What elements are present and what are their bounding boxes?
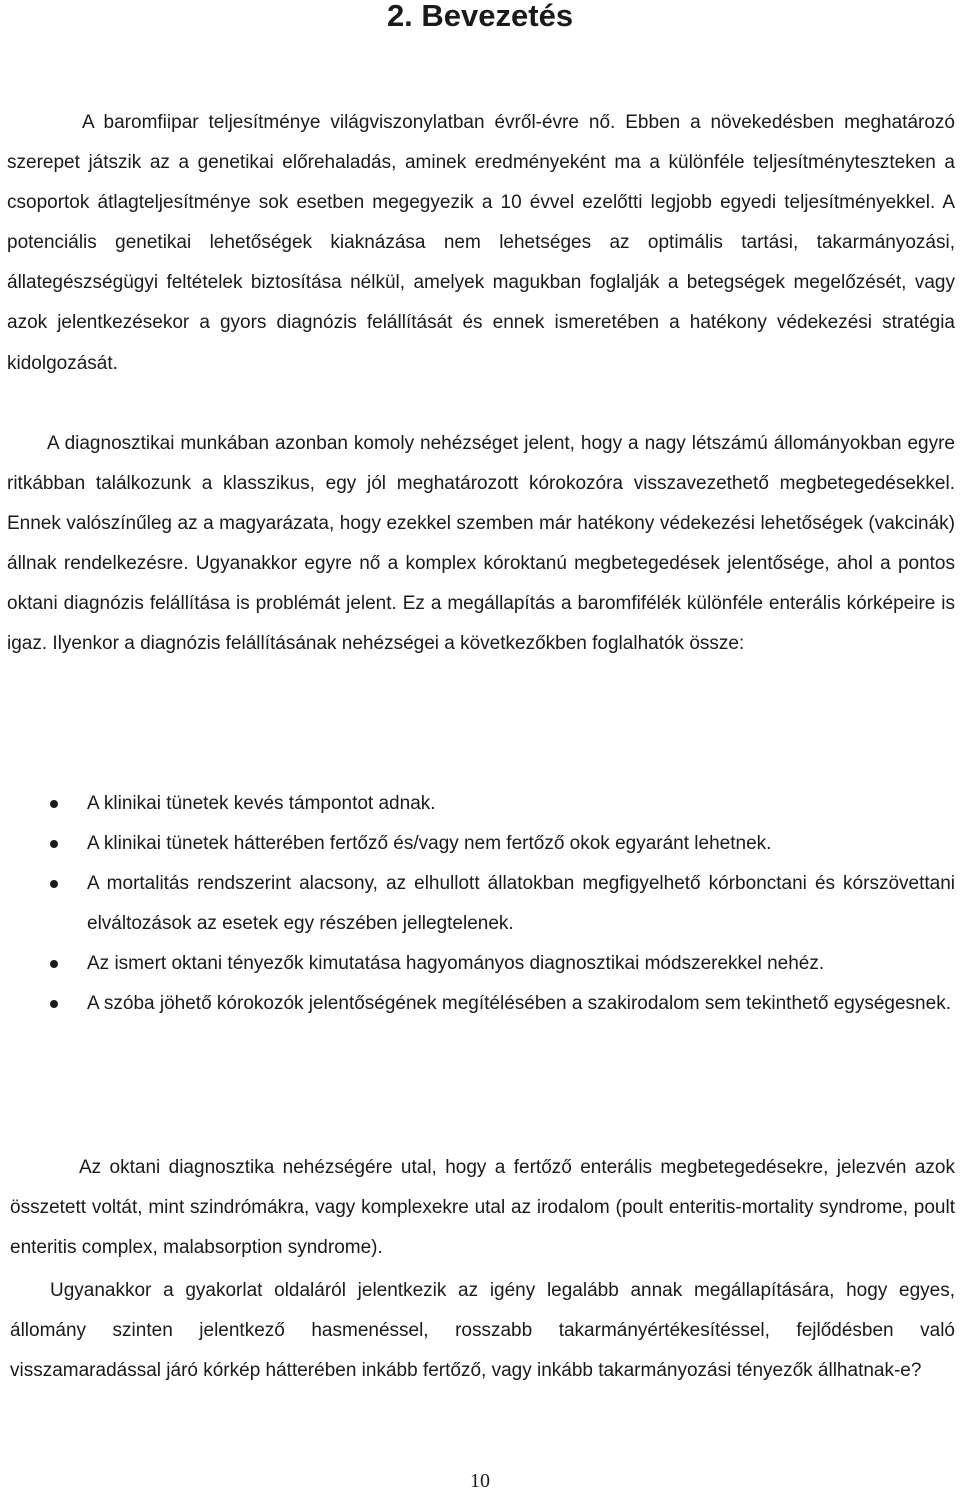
list-item-text: A mortalitás rendszerint alacsony, az elhullott állatokban megfigyelhető kórbonctani és kórszövettani elváltozások az esetek egy részében jellegtelenek. <box>87 873 955 935</box>
bullet-icon <box>50 880 58 888</box>
list-item-text: A klinikai tünetek hátterében fertőző és/vagy nem fertőző okok egyaránt lehetnek. <box>87 833 772 855</box>
paragraph-intro: A baromfiipar teljesítménye világviszonylatban évről-évre nő. Ebben a növekedésben meghatározó szerepet játszik az a genetikai előrehaladás, aminek eredményeként ma a különféle teljesítményteszteken a csoportok átlagteljesítménye sok esetben megegyezik a 10 évvel ezelőtti legjobb egyedi teljesítményekkel. A potenciális genetikai lehetőségek kiaknázása nem lehetséges az optimális tartási, takarmányozási, állategészségügyi feltételek biztosítása nélkül, amelyek magukban foglalják a betegségek megelőzését, vagy azok jelentkezésekor a gyors diagnózis felállítását és ennek ismeretében a hatékony védekezési stratégia kidolgozását. <box>7 112 955 374</box>
list-item <box>0 864 955 944</box>
bullet-icon <box>50 840 58 848</box>
list-item <box>0 984 955 1024</box>
list-item <box>0 784 955 824</box>
page-number: 10 <box>470 1470 490 1492</box>
paragraph-diagnostics: A diagnosztikai munkában azonban komoly nehézséget jelent, hogy a nagy létszámú állományokban egyre ritkábban találkozunk a klasszikus, egy jól meghatározott kórokozóra visszavezethető megbetegedésekkel. Ennek valószínűleg az a magyarázata, hogy ezekkel szemben már hatékony védekezési lehetőségek (vakcinák) állnak rendelkezésre. Ugyanakkor egyre nő a komplex kóroktanú megbetegedések jelentősége, ahol a pontos oktani diagnózis felállítása is problémát jelent. Ez a megállapítás a baromfifélék különféle enterális kórképeire is igaz. Ilyenkor a diagnózis felállításának nehézségei a következőkben foglalhatók össze: <box>7 433 955 655</box>
bullet-icon <box>50 960 58 968</box>
list-item-text: Az ismert oktani tényezők kimutatása hagyományos diagnosztikai módszerekkel nehéz. <box>87 953 825 975</box>
list-item <box>0 944 955 984</box>
bullet-icon <box>50 800 58 808</box>
difficulty-list <box>0 784 960 1025</box>
bullet-icon <box>50 1000 58 1008</box>
list-item-text: A szóba jöhető kórokozók jelentőségének megítélésében a szakirodalom sem tekinthető egységesnek. <box>87 993 951 1015</box>
paragraph-practice: Ugyanakkor a gyakorlat oldaláról jelentkezik az igény legalább annak megállapítására, hogy egyes, állomány szinten jelentkező hasmenéssel, rosszabb takarmányértékesítéssel, fejlődésben való visszamaradással járó kórkép hátterében inkább fertőző, vagy inkább takarmányozási tényezők állhatnak-e? <box>10 1280 955 1382</box>
paragraph-syndromes: Az oktani diagnosztika nehézségére utal, hogy a fertőző enterális megbetegedésekre, jelezvén azok összetett voltát, mint szindrómákra, vagy komplexekre utal az irodalom (poult enteritis-mortality syndrome, poult enteritis complex, malabsorption syndrome). <box>10 1157 955 1259</box>
page-title: 2. Bevezetés <box>386 0 574 33</box>
list-item-text: A klinikai tünetek kevés támpontot adnak. <box>87 793 436 814</box>
list-item <box>0 824 955 864</box>
